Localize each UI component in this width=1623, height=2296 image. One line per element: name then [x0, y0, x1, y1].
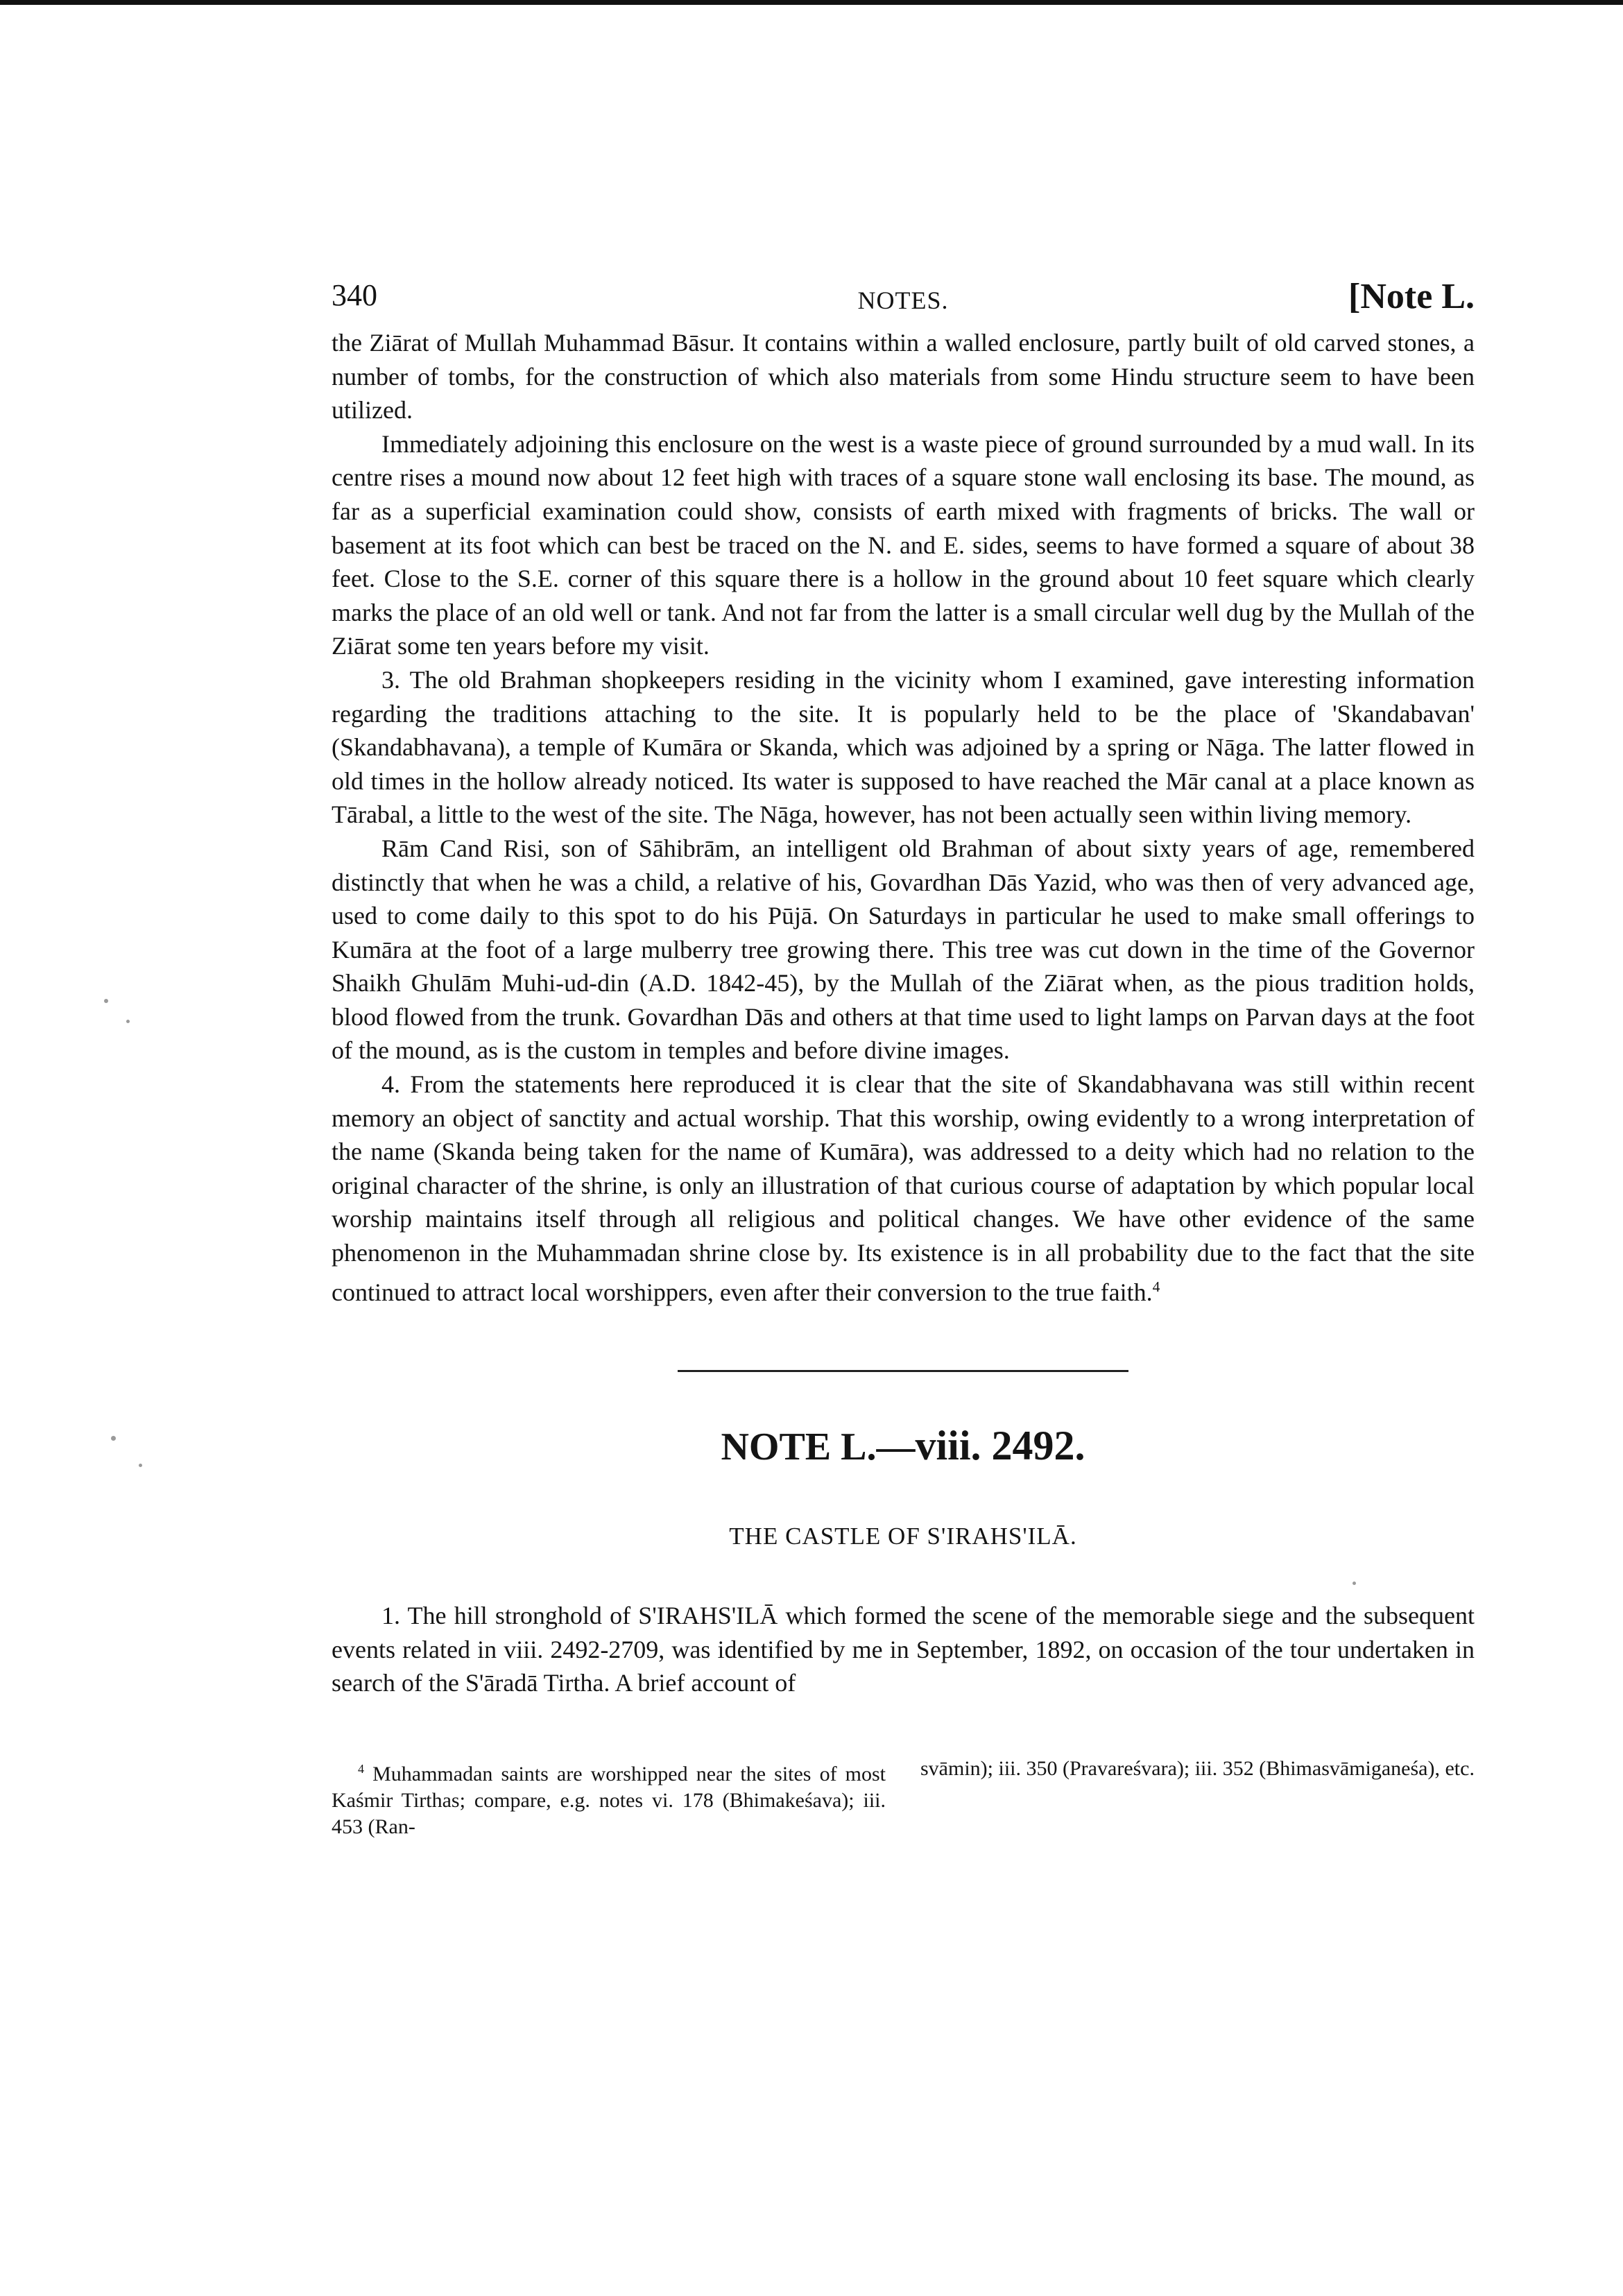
footnote-marker: 4 — [358, 1762, 364, 1776]
note-heading — [332, 1422, 1475, 1470]
section-divider — [678, 1370, 1128, 1372]
paragraph: the Ziārat of Mullah Muhammad Bāsur. It contains within a walled enclosure, partly built of old carved stones, a number of tombs, for the construction of which also materials from some Hindu structure seem to have been utilized. — [332, 329, 1475, 425]
running-header — [332, 264, 1475, 326]
body-text — [332, 326, 1475, 1309]
paragraph: Immediately adjoining this enclosure on the west is a waste piece of ground surrounded by a mud wall. In its centre rises a mound now about 12 feet high with traces of a square stone wall enclosing its base. The mound, as far as a superficial examination could show, consists of earth mixed with fragments of bricks. The wall or basement at its foot which can best be traced on the N. and E. sides, seems to have formed a square of about 38 feet. Close to the S.E. corner of this square there is a hollow in the ground about 10 feet square which clearly marks the place of an old well or tank. And not far from the latter is a small circular well dug by the Mullah of the Ziārat some ten years before my visit. — [332, 429, 1475, 660]
footnote-text: Muhammadan saints are worshipped near the sites of most Kaśmir Tirthas; compare, e.g. notes vi. 178 (Bhimakeśava); iii. 453 (Ran- — [332, 1763, 886, 1838]
paragraph-with-footnote — [332, 1068, 1475, 1309]
top-border-line — [0, 0, 1623, 5]
scan-speck — [111, 1436, 116, 1441]
note-reference: [Note L. — [1348, 277, 1475, 316]
paragraph: 3. The old Brahman shopkeepers residing in the vicinity whom I examined, gave interesting information regarding the traditions attaching to the site. It is popularly held to be the place of 'Skandabavan' (Skandabhavana), a temple of Kumāra or Skanda, which was adjoined by a spring or Nāga. The latter flowed in old times in the hollow already noticed. Its water is supposed to have reached the Mār canal at a place known as Tārabal, a little to the west of the site. The Nāga, however, has not been actually seen within living memory. — [332, 665, 1475, 829]
footnote-column-1 — [332, 1756, 886, 1840]
note-heading-prefix: NOTE L.— — [721, 1425, 916, 1469]
running-title: NOTES. — [857, 286, 949, 314]
scan-speck — [139, 1464, 142, 1467]
footnote — [332, 1756, 1475, 1840]
paragraph: 1. The hill stronghold of S'IRAHS'ILĀ which formed the scene of the memorable siege and the subsequent events related in viii. 2492-2709, was identified by me in September, 1892, on occasion of the tour undertaken in search of the S'āradā Tirtha. A brief account of — [332, 1602, 1475, 1697]
paragraph-text: 4. From the statements here reproduced it is clear that the site of Skandabhavana was still within recent memory an object of sanctity and actual worship. That this worship, owing evidently to a wrong interpretation of the name (Skanda being taken for the name of Kumāra), was addressed to a deity which had no relation to the original character of the shrine, is only an illustration of that curious course of adaptation by which popular local worship maintains itself through all religious and political changes. We have other evidence of the same phenomenon in the Muhammadan shrine close by. Its existence is in all probability due to the fact that the site continued to attract local worshippers, even after their conversion to the true faith. — [332, 1070, 1475, 1306]
footnote-marker[interactable]: 4 — [1152, 1278, 1160, 1295]
section-title: THE CASTLE OF S'IRAHS'ILĀ. — [729, 1523, 1077, 1550]
note-heading-ref: viii. 2492. — [915, 1423, 1085, 1469]
scan-speck — [104, 999, 108, 1003]
footnote-column-2: svāmin); iii. 350 (Pravareśvara); iii. 352 (Bhimasvāmiganeśa), etc. — [920, 1757, 1475, 1780]
scan-speck — [126, 1020, 130, 1023]
note-body — [332, 1599, 1475, 1700]
paragraph: Rām Cand Risi, son of Sāhibrām, an intelligent old Brahman of about sixty years of age, remembered distinctly that when he was a child, a relative of his, Govardhan Dās Yazid, who was then of very advanced age, used to come daily to this spot to do his Pūjā. On Saturdays in particular he used to make small offerings to Kumāra at the foot of a large mulberry tree growing there. This tree was cut down in the time of the Governor Shaikh Ghulām Muhi-ud-din (A.D. 1842-45), by the Mullah of the Ziārat when, as the pious tradition holds, blood flowed from the trunk. Govardhan Dās and others at that time used to light lamps on Parvan days at the foot of the mound, as is the custom in temples and before divine images. — [332, 834, 1475, 1065]
document-page — [332, 264, 1475, 1840]
page-number: 340 — [332, 278, 377, 312]
